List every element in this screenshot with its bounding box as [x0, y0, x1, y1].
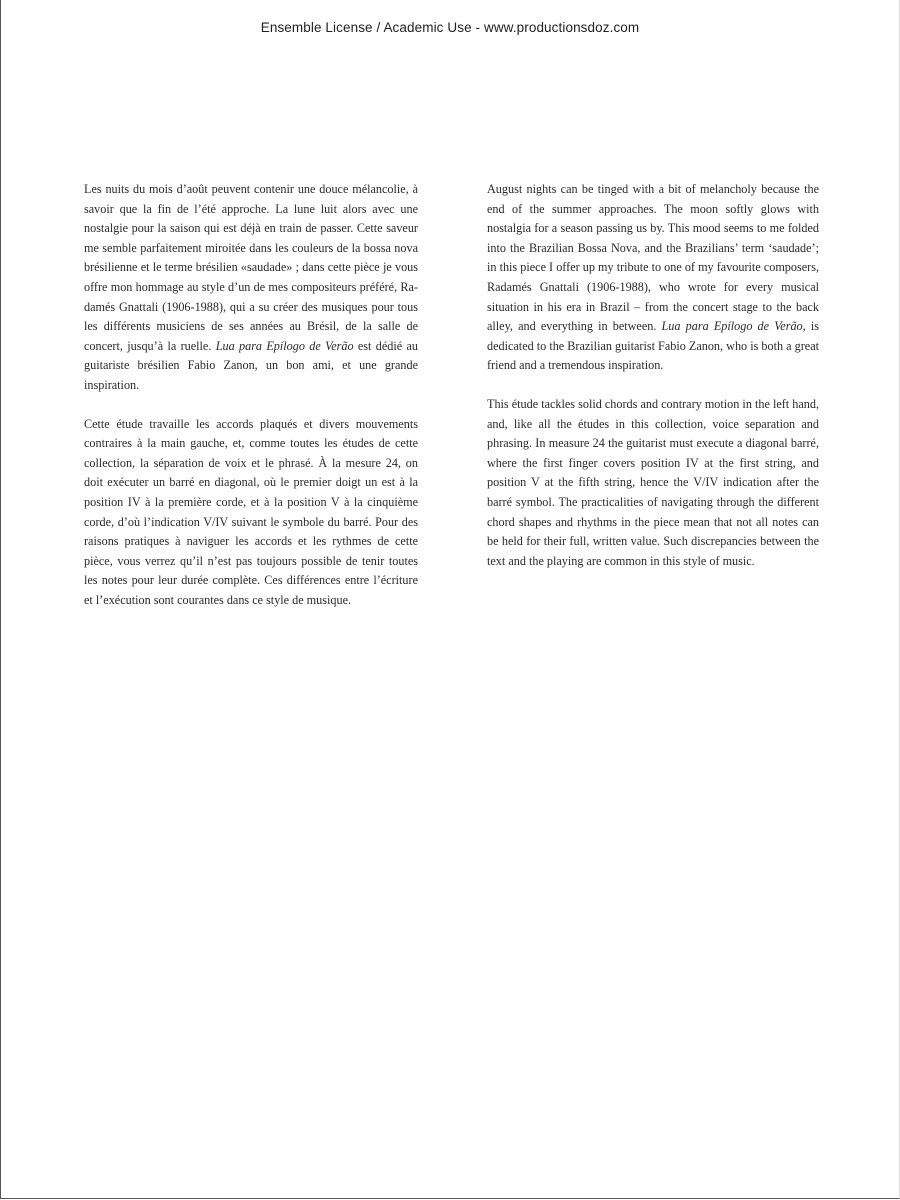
license-header: Ensemble License / Academic Use - www.productionsdoz.com — [260, 20, 640, 35]
french-paragraph-1 — [84, 180, 418, 396]
french-piece-title: Lua para Epílogo de Verão — [215, 338, 354, 353]
english-paragraph-1 — [487, 180, 819, 376]
english-paragraph-1-text-b: , is dedicated to the Brazilian guitarist Fabio Zanon, who is both a great friend and a tremendous inspiration. — [487, 319, 819, 373]
french-paragraph-1-text-b: est dédié au guitariste brésilien Fabio Zanon, un bon ami, et une grande inspiration. — [84, 338, 418, 392]
english-paragraph-1-text-a: August nights can be tinged with a bit of melancholy because the end of the summer approaches. The moon softly glows with nostalgia for a season passing us by. This mood seems to me folded into the Brazilian Bossa Nova, and the Brazilians’ term ‘saudade’; in this piece I offer up my tribute to one of my favourite composers, Radamés Gnattali (1906-1988), who wrote for every musical situation in his era in Brazil – from the concert stage to the back alley, and everything in between. — [487, 182, 819, 334]
french-paragraph-2: Cette étude travaille les accords plaqués et divers mouvements contraires à la main gauche, et, comme toutes les études de cette collection, la séparation de voix et le phrasé. À la mesure 24, on doit exécuter un barré en diagonal, où le premier doigt un est à la position IV à la première corde, et à la position V à la cinquième corde, d’où l’indication V/IV suivant le symbole du barré. Pour des raisons pratiques à naviguer les accords et les rythmes de cette pièce, vous verrez qu’il n’est pas toujours possible de tenir toutes les notes pour leur durée complète. Ces différences entre l’écriture et l’exécution sont courantes dans ce style de musique. — [84, 416, 418, 607]
english-paragraph-2: This étude tackles solid chords and contrary motion in the left hand, and, like all the études in this collection, voice separation and phrasing. In measure 24 the guitarist must execute a diagonal barré, where the first finger covers position IV at the first string, and position V at the fifth string, hence the V/IV indication after the barré symbol. The practicalities of navigating through the different chord shapes and rhythms in the piece mean that not all notes can be held for their full, written value. Such discrepancies between the text and the playing are common in this style of music. — [487, 396, 819, 568]
english-piece-title: Lua para Epílogo de Verão — [661, 319, 803, 334]
french-paragraph-1-text-a: Les nuits du mois d’août peuvent contenir une douce mélancolie, à savoir que la fin de l’été approche. La lune luit alors avec une nostalgie pour la saison qui est déjà en train de passer. Cette saveur me semble parfaitement miroitée dans les couleurs de la bossa nova brésilienne et le terme brésilien «saudade» ; dans cette pièce je vous offre mon hommage au style d’un de mes compositeurs préféré, Radamés Gnattali (1906-1988), qui a su créer des musiques pour tous les différents musiciens de ses années au Brésil, de la salle de concert, jusqu’à la ruelle. — [84, 182, 418, 353]
french-column — [84, 180, 418, 610]
english-column — [487, 180, 819, 571]
